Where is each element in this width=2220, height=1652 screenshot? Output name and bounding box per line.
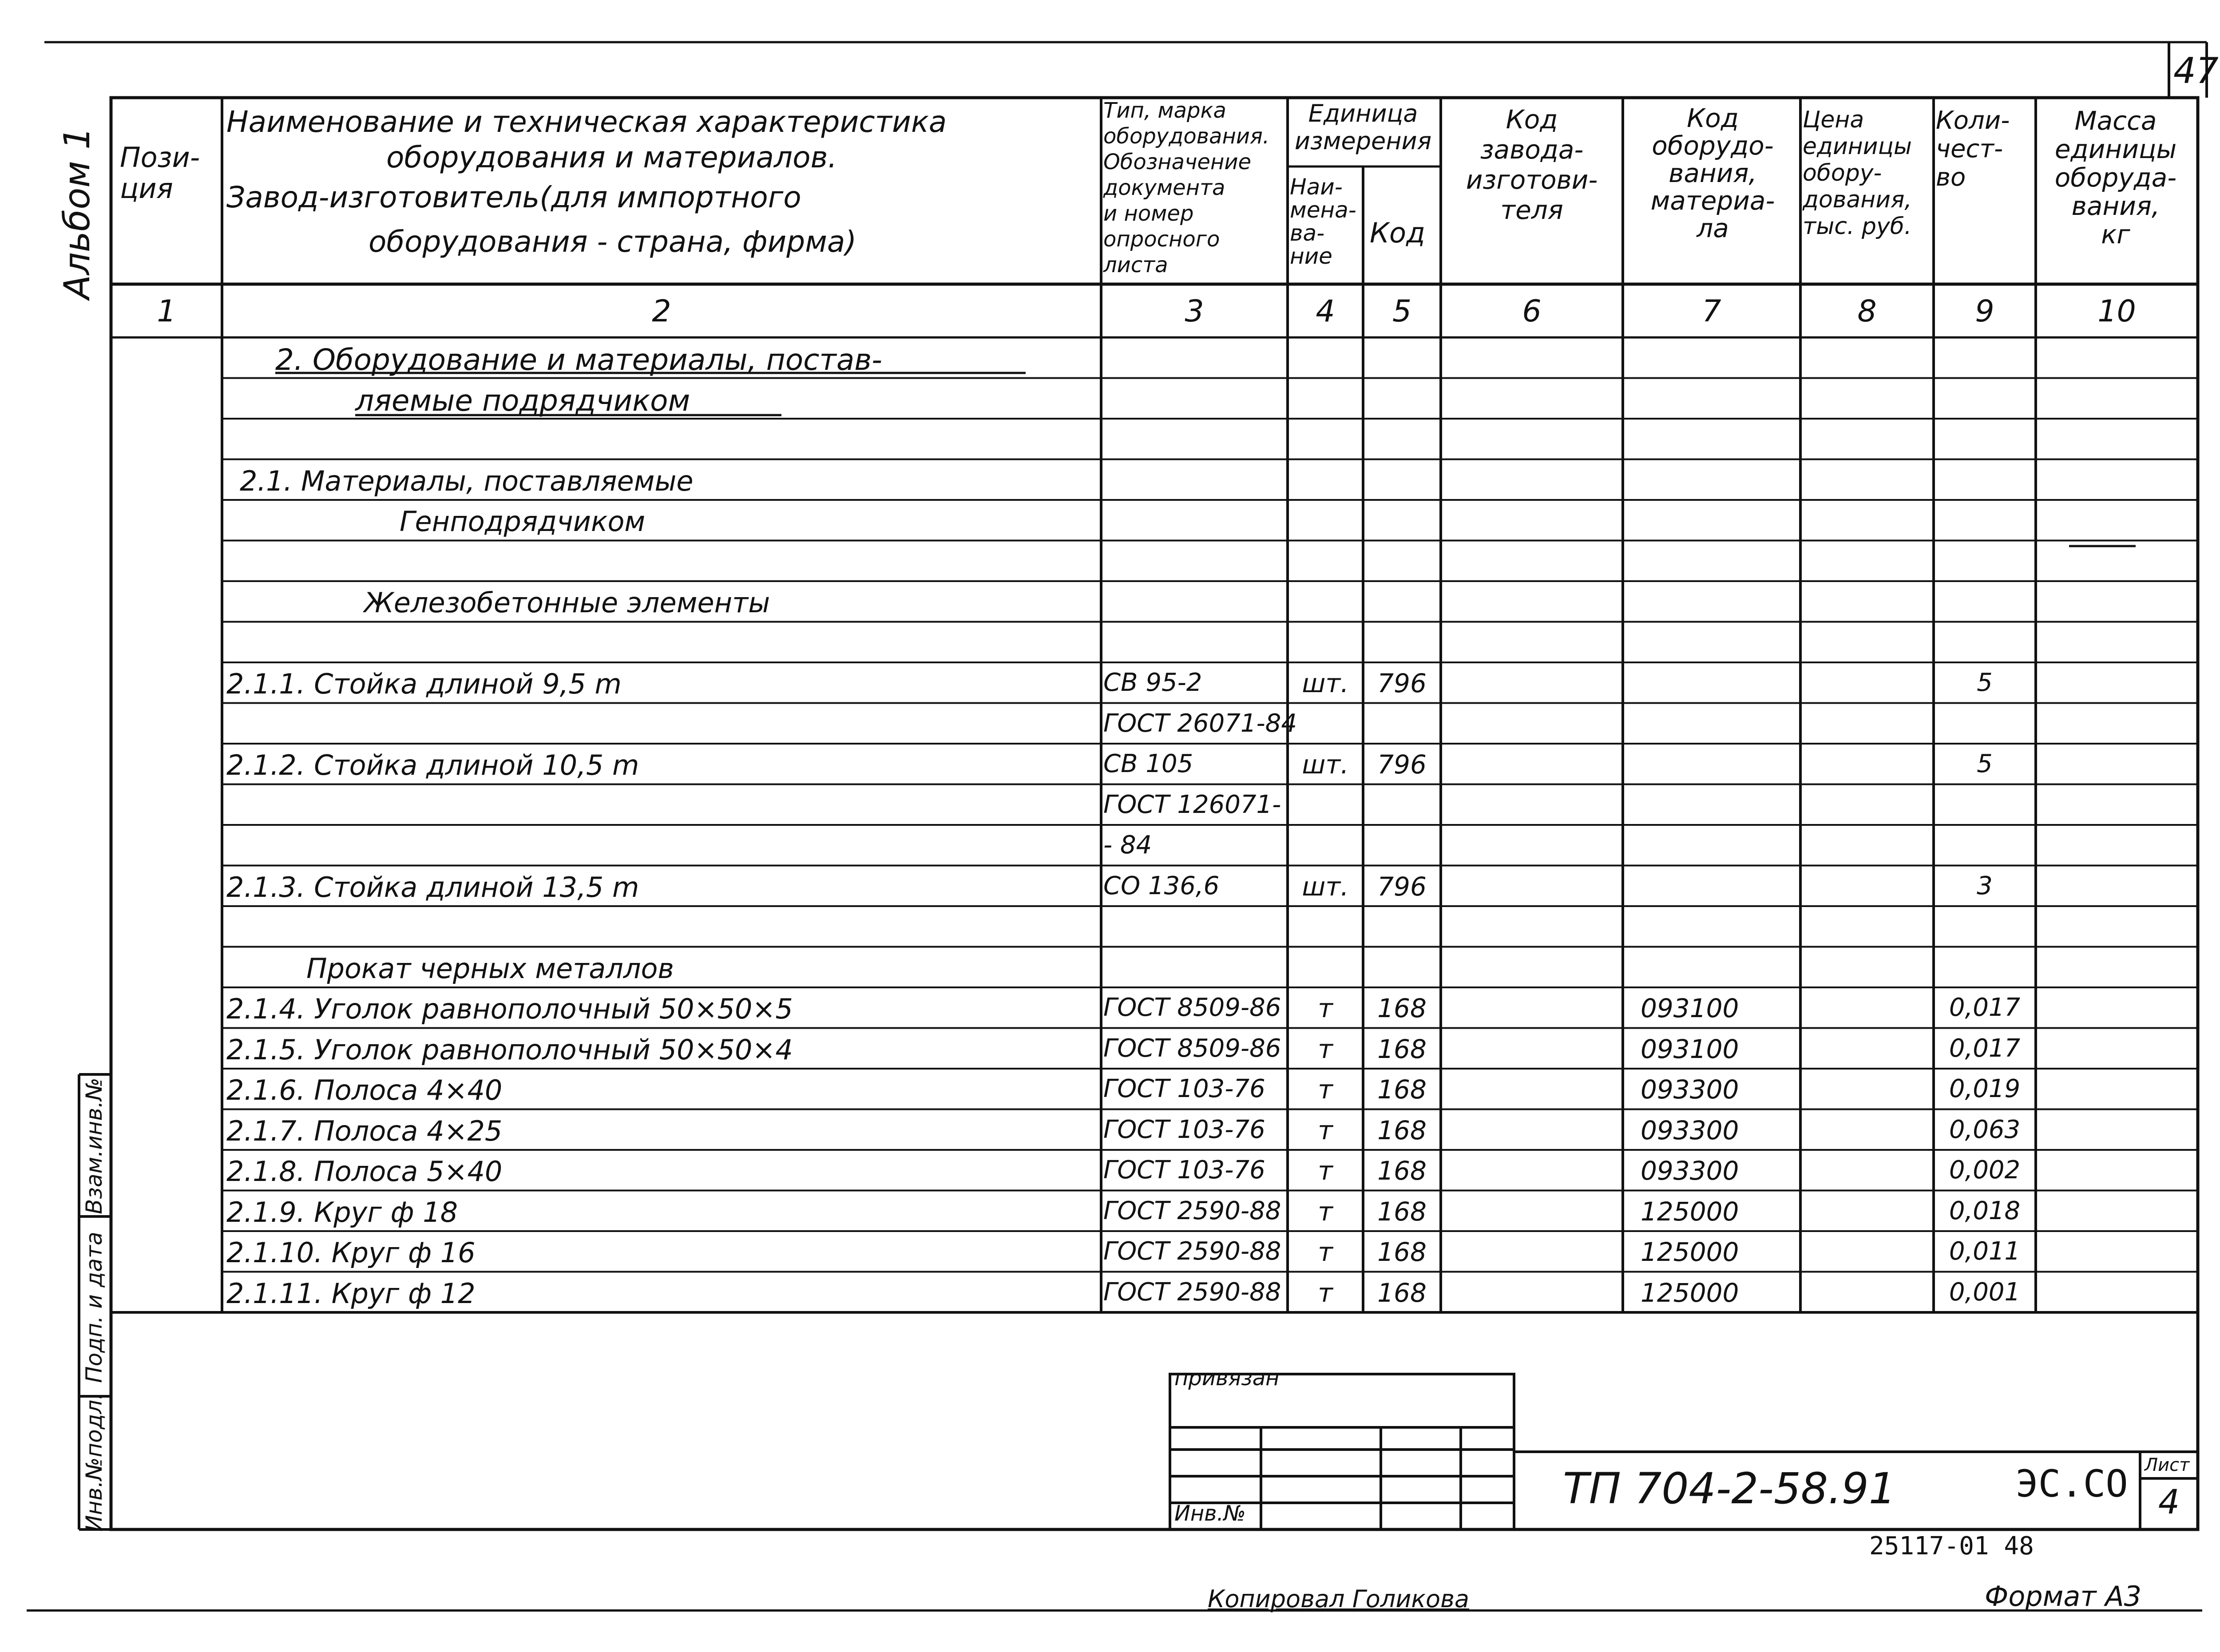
header-name-line4: оборудования - страна, фирма)	[369, 225, 857, 259]
row-unit: шт.	[1302, 871, 1349, 902]
footer-format: Формат А3	[1985, 1580, 2142, 1612]
row-doc: ГОСТ 2590-88	[1103, 1196, 1281, 1225]
row-unit: т	[1318, 993, 1333, 1023]
row-name: 2. Оборудование и материалы, постав-	[275, 343, 882, 377]
row-name: 2.1.9. Круг ф 18	[226, 1196, 458, 1228]
row-unit-code: 168	[1377, 993, 1427, 1023]
row-doc: ГОСТ 8509-86	[1103, 993, 1281, 1022]
row-quantity: 0,017	[1949, 1034, 2021, 1063]
row-unit-code: 168	[1377, 1196, 1427, 1227]
column-number: 3	[1185, 294, 1204, 329]
row-doc: СВ 95-2	[1103, 668, 1202, 697]
row-equipment-code: 093100	[1641, 1034, 1739, 1064]
header-factory-code: Код завода- изготови- теля	[1466, 104, 1598, 225]
row-doc: ГОСТ 103-76	[1103, 1115, 1265, 1144]
row-name: 2.1. Материалы, поставляемые	[240, 464, 694, 497]
stamp-mark: ЭС.СО	[2016, 1462, 2128, 1505]
row-name: 2.1.10. Круг ф 16	[226, 1236, 476, 1269]
album-label: Альбом 1	[56, 127, 98, 299]
header-name-line3: Завод-изготовитель(для импортного	[226, 180, 801, 214]
row-unit: т	[1318, 1277, 1333, 1308]
row-equipment-code: 093300	[1641, 1074, 1739, 1105]
row-name: 2.1.4. Уголок равнополочный 50×50×5	[226, 993, 793, 1025]
row-unit-code: 796	[1377, 871, 1427, 902]
row-name: Железобетонные элементы	[364, 586, 770, 619]
stamp-doc-code: ТП 704-2-58.91	[1563, 1464, 1896, 1513]
footer-copied: Копировал Голикова	[1208, 1585, 1469, 1613]
sheet-number-top: 47	[2173, 50, 2219, 91]
row-unit: т	[1318, 1115, 1333, 1145]
row-unit-code: 168	[1377, 1074, 1427, 1105]
row-unit: т	[1318, 1034, 1333, 1064]
row-doc: - 84	[1103, 831, 1152, 860]
row-quantity: 5	[1977, 668, 1993, 697]
stamp-privyazan: привязан	[1174, 1366, 1280, 1391]
header-equipment-code: Код оборудо- вания, материа- ла	[1650, 103, 1775, 243]
row-equipment-code: 125000	[1641, 1237, 1739, 1267]
row-name: 2.1.8. Полоса 5×40	[226, 1155, 503, 1188]
column-number: 8	[1857, 294, 1877, 329]
row-quantity: 0,017	[1949, 993, 2021, 1022]
row-name: 2.1.6. Полоса 4×40	[226, 1074, 503, 1106]
row-doc: ГОСТ 2590-88	[1103, 1237, 1281, 1266]
row-name: 2.1.1. Стойка длиной 9,5 m	[226, 668, 622, 700]
header-type-doc: Тип, марка оборудования. Обозначение документа и номер опросного листа	[1103, 98, 1270, 277]
row-unit: т	[1318, 1237, 1333, 1267]
row-unit-code: 168	[1377, 1237, 1427, 1267]
row-doc: ГОСТ 26071-84	[1103, 709, 1297, 738]
row-unit-code: 168	[1377, 1156, 1427, 1186]
row-name: Прокат черных металлов	[306, 952, 674, 985]
row-name: ляемые подрядчиком	[355, 383, 690, 418]
stamp-inv-no: Инв.№	[1174, 1501, 1246, 1526]
column-number: 2	[652, 294, 671, 329]
row-doc: СО 136,6	[1103, 871, 1220, 900]
row-quantity: 0,002	[1949, 1156, 2021, 1185]
margin-vzam-inv: Взам.инв.№	[81, 1078, 107, 1214]
column-number: 5	[1392, 294, 1412, 329]
row-equipment-code: 093300	[1641, 1115, 1739, 1145]
row-name: 2.1.11. Круг ф 12	[226, 1277, 476, 1310]
row-doc: ГОСТ 8509-86	[1103, 1034, 1281, 1063]
header-name-line1: Наименование и техническая характеристика	[226, 105, 947, 139]
row-unit: т	[1318, 1156, 1333, 1186]
header-unit-price: Цена единицы обору- дования, тыс. руб.	[1803, 107, 1912, 240]
row-unit-code: 796	[1377, 749, 1427, 780]
stamp-list-number: 4	[2158, 1482, 2180, 1521]
header-quantity: Коли- чест- во	[1936, 106, 2010, 192]
row-name: Генподрядчиком	[400, 505, 646, 538]
footer-line	[27, 1609, 2202, 1612]
row-unit-code: 168	[1377, 1034, 1427, 1064]
column-number: 4	[1316, 294, 1335, 329]
row-unit: шт.	[1302, 749, 1349, 780]
row-doc: ГОСТ 103-76	[1103, 1156, 1265, 1185]
row-name: 2.1.3. Стойка длиной 13,5 m	[226, 871, 639, 903]
row-doc: ГОСТ 103-76	[1103, 1074, 1265, 1103]
column-number: 1	[157, 294, 176, 329]
header-unit-name: Наи- мена- ва- ние	[1290, 174, 1356, 269]
row-unit: шт.	[1302, 668, 1349, 698]
column-number: 6	[1522, 294, 1542, 329]
row-unit-code: 168	[1377, 1115, 1427, 1145]
header-unit: Единица измерения	[1294, 99, 1432, 155]
header-name-line2: оборудования и материалов.	[386, 140, 837, 174]
row-name: 2.1.2. Стойка длиной 10,5 m	[226, 749, 639, 781]
row-equipment-code: 093300	[1641, 1156, 1739, 1186]
row-doc: ГОСТ 126071-	[1103, 790, 1281, 819]
row-quantity: 0,001	[1949, 1277, 2021, 1307]
row-name: 2.1.5. Уголок равнополочный 50×50×4	[226, 1033, 793, 1066]
column-number: 9	[1975, 294, 1994, 329]
row-unit-code: 168	[1377, 1277, 1427, 1308]
stamp-below-code: 25117-01 48	[1869, 1532, 2034, 1561]
row-unit: т	[1318, 1074, 1333, 1105]
row-quantity: 0,011	[1949, 1237, 2021, 1266]
row-equipment-code: 125000	[1641, 1196, 1739, 1227]
column-number: 7	[1702, 294, 1721, 329]
margin-inv-podl: Инв.№подл.	[81, 1392, 107, 1532]
row-equipment-code: 125000	[1641, 1277, 1739, 1308]
margin-podp-data: Подп. и дата	[81, 1232, 107, 1383]
row-doc: ГОСТ 2590-88	[1103, 1277, 1281, 1307]
row-name: 2.1.7. Полоса 4×25	[226, 1114, 503, 1147]
header-position: Пози- ция	[120, 141, 200, 205]
row-quantity: 5	[1977, 749, 1993, 778]
column-number: 10	[2097, 294, 2136, 329]
row-unit: т	[1318, 1196, 1333, 1227]
row-quantity: 0,019	[1949, 1074, 2021, 1103]
header-unit-code: Код	[1370, 217, 1425, 249]
row-doc: СВ 105	[1103, 749, 1193, 778]
row-quantity: 0,063	[1949, 1115, 2021, 1144]
row-quantity: 3	[1977, 871, 1993, 900]
header-mass: Масса единицы оборуда- вания, кг	[2054, 106, 2177, 250]
stamp-list-label: Лист	[2145, 1455, 2190, 1475]
row-equipment-code: 093100	[1641, 993, 1739, 1023]
row-unit-code: 796	[1377, 668, 1427, 698]
row-quantity: 0,018	[1949, 1196, 2021, 1225]
